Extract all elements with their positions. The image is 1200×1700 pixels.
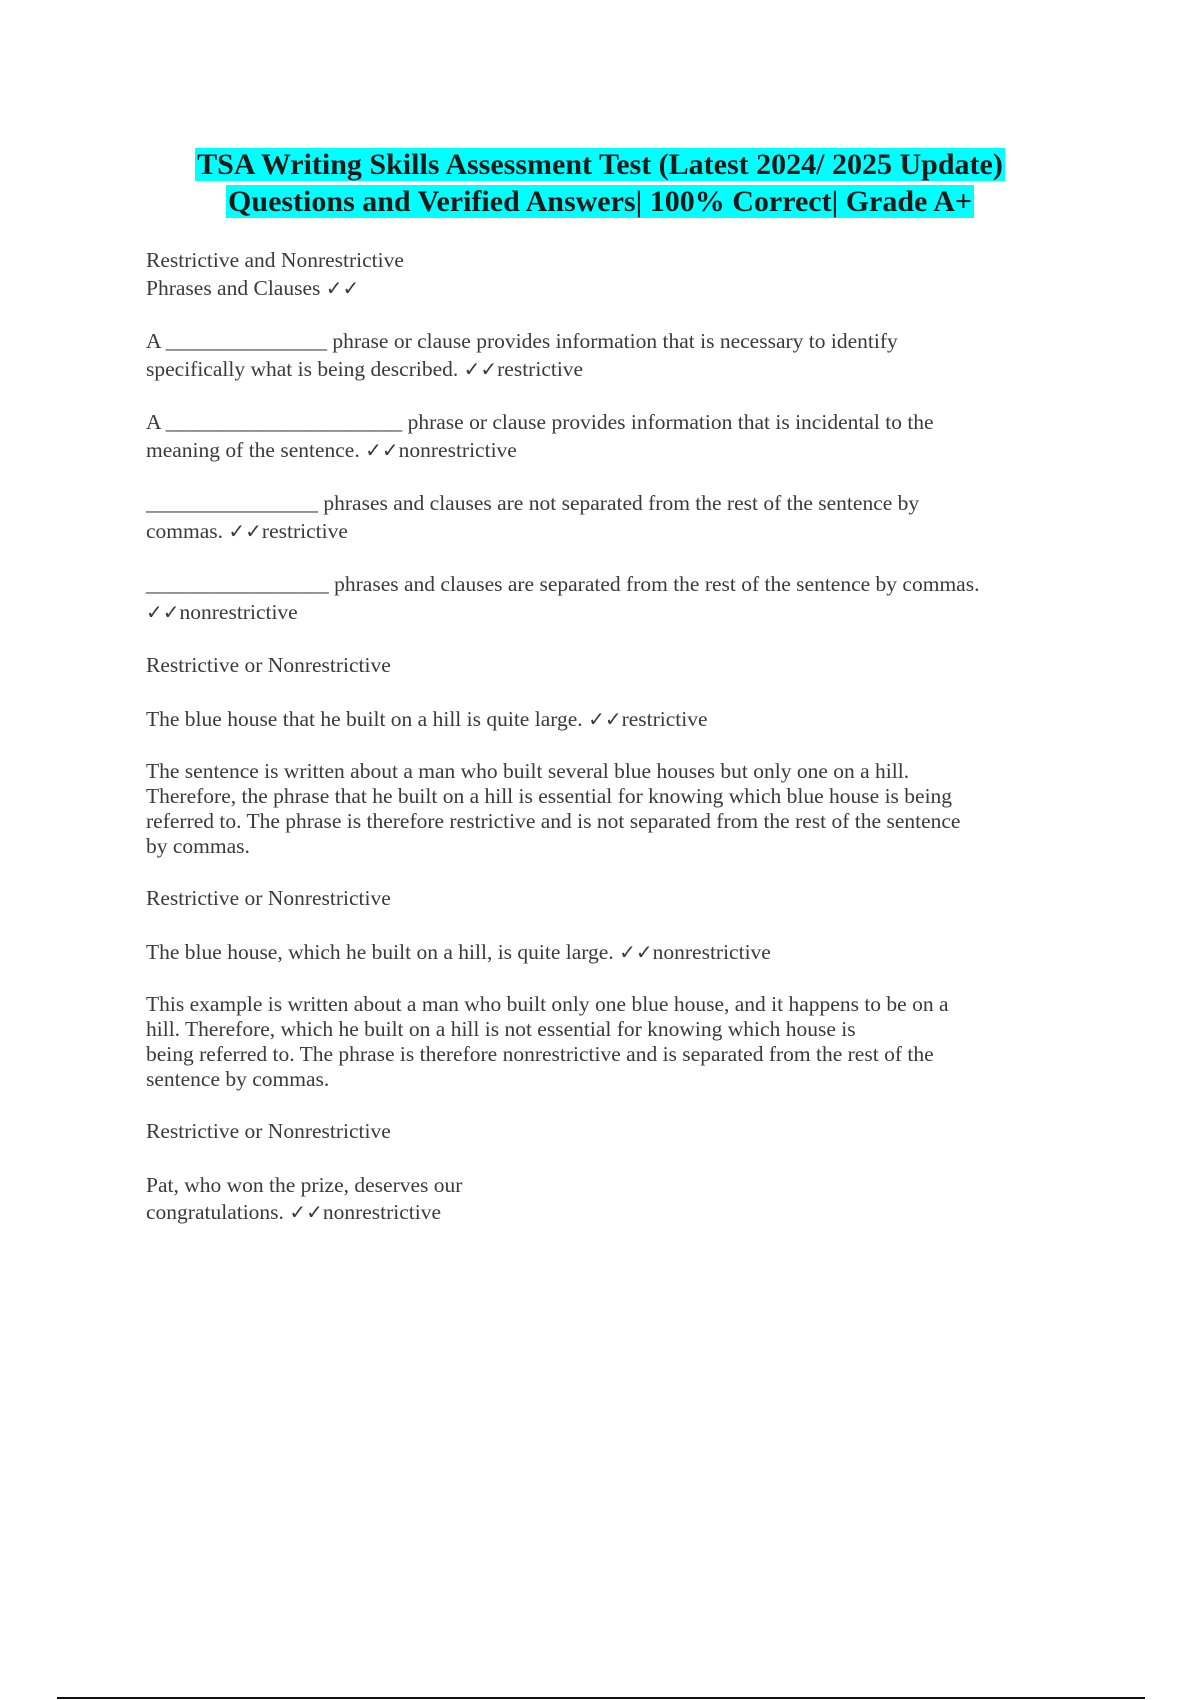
question-6-text: The blue house, which he built on a hill, is quite large. — [146, 939, 620, 964]
intro-line-2: Phrases and Clauses — [146, 275, 326, 300]
question-3 — [146, 490, 1076, 545]
check-mark-icon: ✓✓ — [365, 437, 399, 462]
question-3-answer: restrictive — [261, 518, 348, 543]
explanation-2-line-3: being referred to. The phrase is therefore nonrestrictive and is separated from the rest of the — [146, 1042, 934, 1066]
explanation-1-line-4: by commas. — [146, 834, 250, 858]
title-line-2: Questions and Verified Answers| 100% Correct| Grade A+ — [228, 185, 972, 218]
check-mark-icon: ✓✓ — [325, 275, 360, 300]
check-mark-icon: ✓✓ — [588, 706, 622, 731]
question-4 — [146, 571, 1076, 626]
check-mark-icon: ✓✓ — [463, 356, 498, 381]
question-4-answer: nonrestrictive — [179, 599, 298, 624]
intro-line-1: Restrictive and Nonrestrictive — [146, 248, 404, 272]
section-heading: Restrictive or Nonrestrictive — [146, 886, 391, 910]
document-title — [0, 146, 1200, 220]
explanation-1-line-3: referred to. The phrase is therefore restrictive and is not separated from the rest of the sentence — [146, 809, 961, 833]
page-bottom-divider — [57, 1697, 1145, 1699]
question-7 — [146, 1172, 1076, 1227]
question-2 — [146, 409, 1076, 464]
question-1 — [146, 328, 1076, 383]
question-2-line-2: meaning of the sentence. — [146, 437, 366, 462]
explanation-1-line-2: Therefore, the phrase that he built on a hill is essential for knowing which blue house is being — [146, 784, 953, 808]
question-5 — [146, 706, 1076, 734]
explanation-1-line-1: The sentence is written about a man who built several blue houses but only one on a hill. — [146, 759, 910, 783]
question-1-line-1: A _______________ phrase or clause provides information that is necessary to identify — [146, 329, 898, 353]
section-heading: Restrictive or Nonrestrictive — [146, 653, 391, 677]
explanation-1 — [146, 759, 1076, 859]
question-2-line-1: A ______________________ phrase or clause provides information that is incidental to the — [146, 410, 934, 434]
question-1-answer: restrictive — [497, 356, 584, 381]
intro-heading — [146, 247, 1076, 302]
question-7-line-2: congratulations. — [146, 1200, 290, 1224]
question-6 — [146, 939, 1076, 967]
check-mark-icon: ✓✓ — [289, 1200, 323, 1224]
document-body — [146, 247, 1076, 1227]
section-heading: Restrictive or Nonrestrictive — [146, 1119, 391, 1143]
question-2-answer: nonrestrictive — [398, 437, 517, 462]
question-5-answer: restrictive — [621, 706, 708, 731]
explanation-2 — [146, 992, 1076, 1092]
question-4-line-1: _________________ phrases and clauses are separated from the rest of the sentence by commas. — [146, 572, 980, 596]
check-mark-icon: ✓✓ — [146, 599, 180, 624]
question-3-line-2: commas. — [146, 518, 229, 543]
explanation-2-line-1: This example is written about a man who built only one blue house, and it happens to be on a — [146, 992, 949, 1016]
question-3-line-1: ________________ phrases and clauses are not separated from the rest of the sentence by — [146, 491, 920, 515]
question-1-line-2: specifically what is being described. — [146, 356, 464, 381]
question-7-line-1: Pat, who won the prize, deserves our — [146, 1172, 463, 1197]
title-line-1: TSA Writing Skills Assessment Test (Latest 2024/ 2025 Update) — [197, 148, 1003, 181]
question-5-text: The blue house that he built on a hill is quite large. — [146, 706, 589, 731]
explanation-2-line-4: sentence by commas. — [146, 1067, 330, 1091]
check-mark-icon: ✓✓ — [228, 518, 262, 543]
explanation-2-line-2: hill. Therefore, which he built on a hill is not essential for knowing which house is — [146, 1017, 856, 1041]
question-6-answer: nonrestrictive — [652, 939, 771, 964]
question-7-answer: nonrestrictive — [322, 1200, 442, 1224]
check-mark-icon: ✓✓ — [619, 939, 653, 964]
